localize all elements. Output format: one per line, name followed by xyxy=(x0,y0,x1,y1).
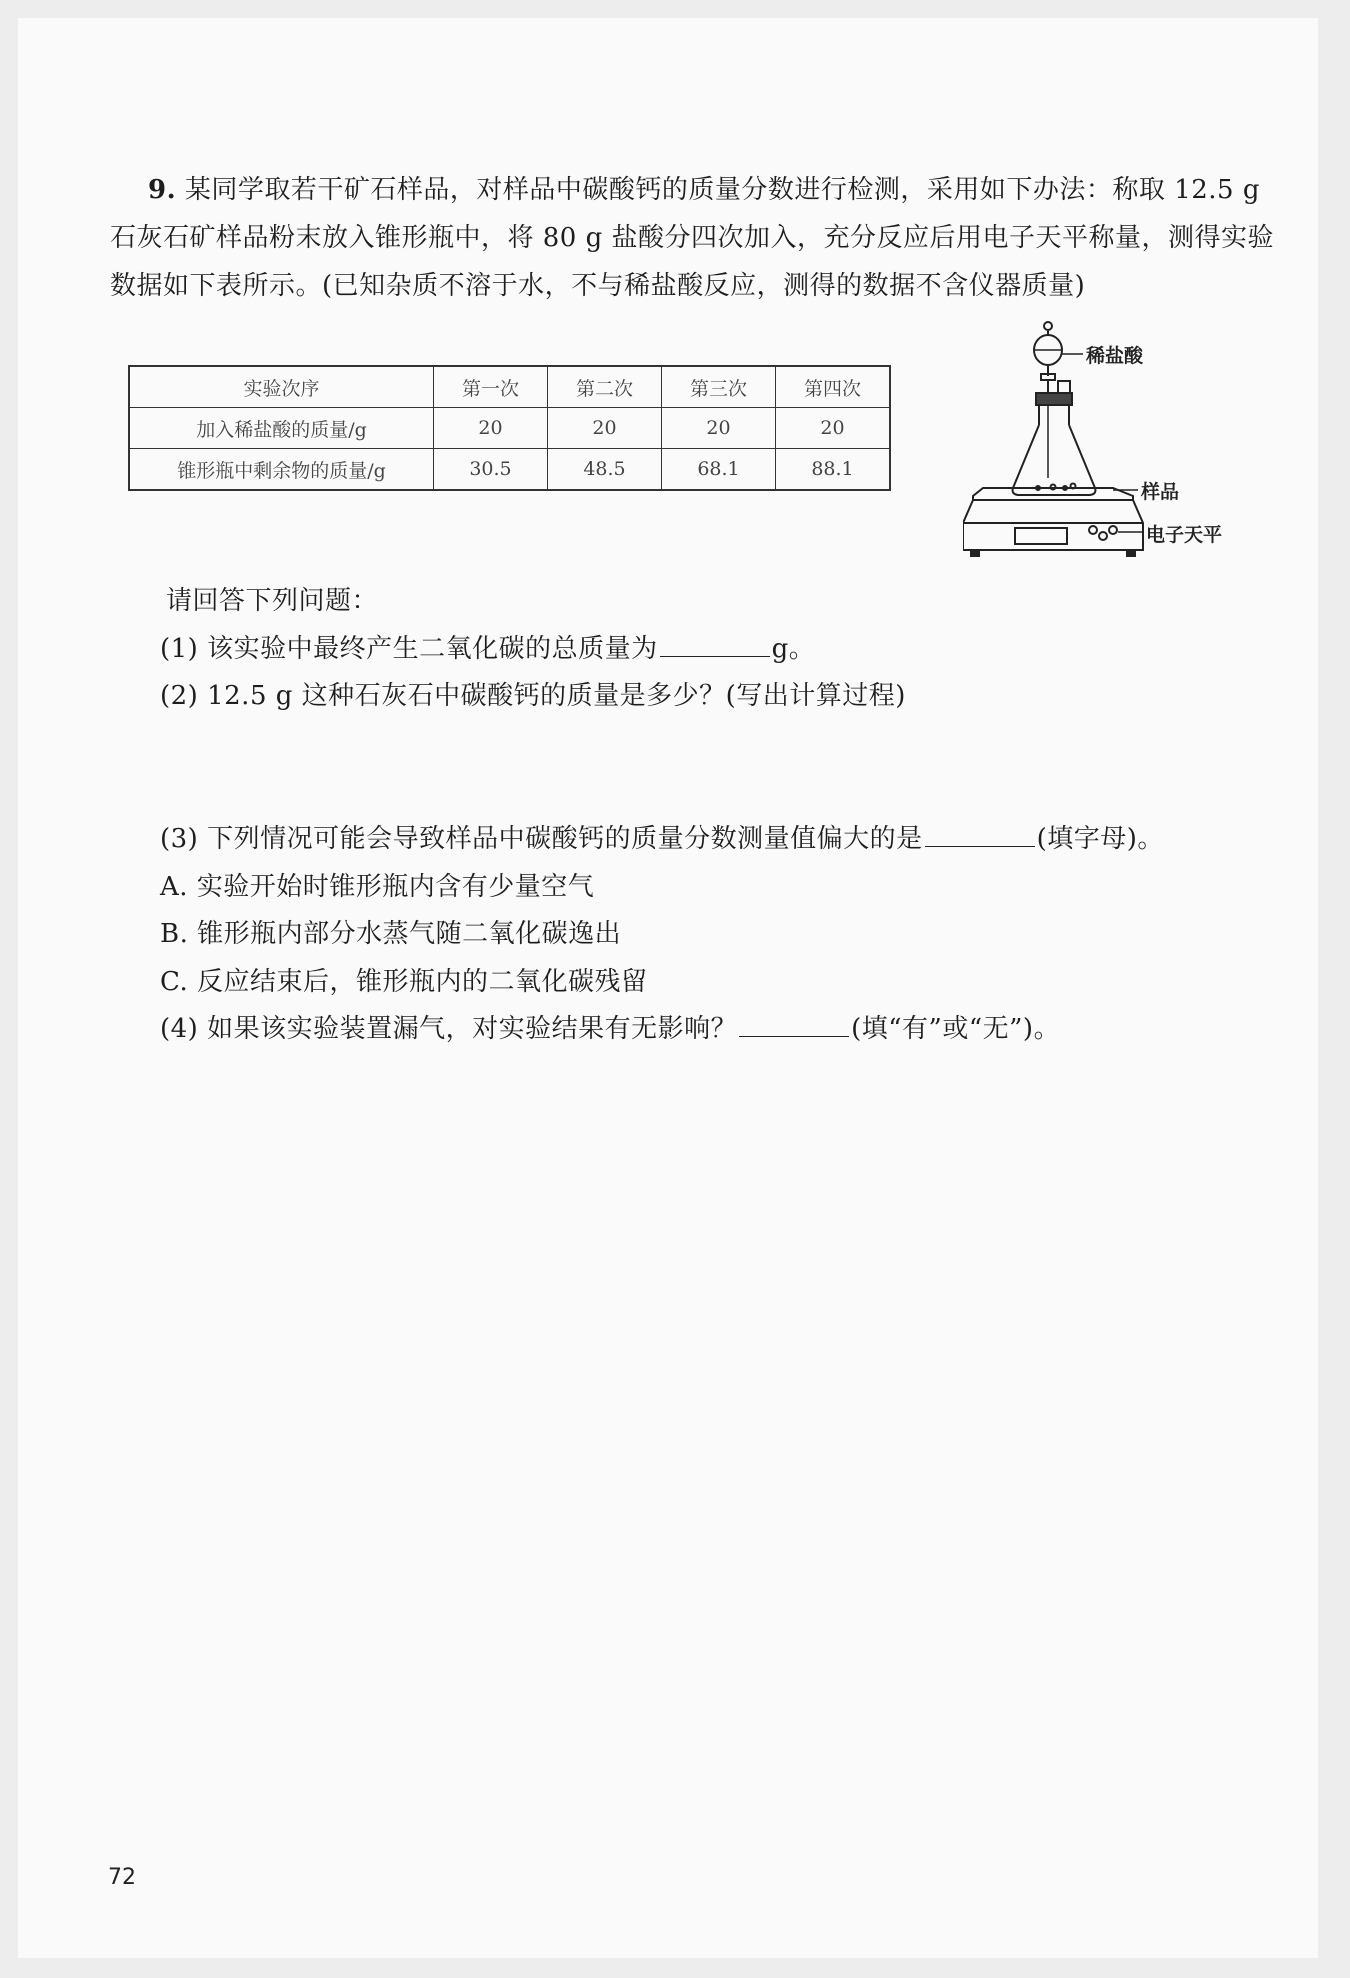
balance-label: 电子天平 xyxy=(1146,524,1223,546)
option-b: B. 锥形瓶内部分水蒸气随二氧化碳逸出 xyxy=(160,919,622,949)
answer-blank-4[interactable] xyxy=(739,1012,849,1037)
question-text: 某同学取若干矿石样品，对样品中碳酸钙的质量分数进行检测，采用如下办法：称取 12.5 g 石灰石矿样品粉末放入锥形瓶中，将 80 g 盐酸分四次加入，充分反应后用电子天平称量，测得实验数据如下表所示。(已知杂质不溶于水，不与稀盐酸反应，测得的数据不含仪器质量) xyxy=(110,175,1275,301)
sub-question-1 xyxy=(160,628,815,665)
table-row xyxy=(129,408,890,449)
sub-question-1-text: (1) 该实验中最终产生二氧化碳的总质量为 xyxy=(160,634,658,664)
option-a: A. 实验开始时锥形瓶内含有少量空气 xyxy=(160,872,595,902)
apparatus-figure xyxy=(963,318,1263,588)
sub-question-3-text: (3) 下列情况可能会导致样品中碳酸钙的质量分数测量值偏大的是 xyxy=(160,824,923,854)
prompt-line: 请回答下列问题： xyxy=(166,586,379,616)
table-header-cell: 第二次 xyxy=(548,366,662,408)
table-cell: 20 xyxy=(662,408,776,449)
table-cell: 锥形瓶中剩余物的质量/g xyxy=(129,449,434,491)
table-cell: 20 xyxy=(776,408,891,449)
table-header-cell: 第四次 xyxy=(776,366,891,408)
sub-question-4-text: (4) 如果该实验装置漏气，对实验结果有无影响？ xyxy=(160,1014,738,1044)
page xyxy=(18,18,1318,1958)
table-cell: 68.1 xyxy=(662,449,776,491)
table-cell: 30.5 xyxy=(434,449,548,491)
sub-question-3-suffix: (填字母)。 xyxy=(1036,824,1164,854)
table-header-row xyxy=(129,366,890,408)
sub-question-1-unit: g。 xyxy=(771,634,816,664)
sub-question-3 xyxy=(160,818,1164,855)
question-number: 9. xyxy=(148,175,177,205)
table-cell: 加入稀盐酸的质量/g xyxy=(129,408,434,449)
table-cell: 20 xyxy=(434,408,548,449)
acid-label: 稀盐酸 xyxy=(1086,345,1144,367)
sample-label: 样品 xyxy=(1141,481,1180,503)
table-cell: 48.5 xyxy=(548,449,662,491)
table-header-cell: 实验次序 xyxy=(129,366,434,408)
sub-question-2: (2) 12.5 g 这种石灰石中碳酸钙的质量是多少？(写出计算过程) xyxy=(160,681,906,711)
data-table xyxy=(128,365,891,491)
answer-blank-3[interactable] xyxy=(925,822,1035,847)
table-header-cell: 第一次 xyxy=(434,366,548,408)
table-header-cell: 第三次 xyxy=(662,366,776,408)
sub-question-4 xyxy=(160,1008,1060,1045)
question-intro xyxy=(110,166,1280,310)
table-row xyxy=(129,449,890,491)
table-cell: 20 xyxy=(548,408,662,449)
table-cell: 88.1 xyxy=(776,449,891,491)
answer-blank-1[interactable] xyxy=(660,632,770,657)
sub-question-4-suffix: (填“有”或“无”)。 xyxy=(851,1014,1061,1044)
option-c: C. 反应结束后，锥形瓶内的二氧化碳残留 xyxy=(160,967,648,997)
page-number: 72 xyxy=(108,1865,136,1890)
